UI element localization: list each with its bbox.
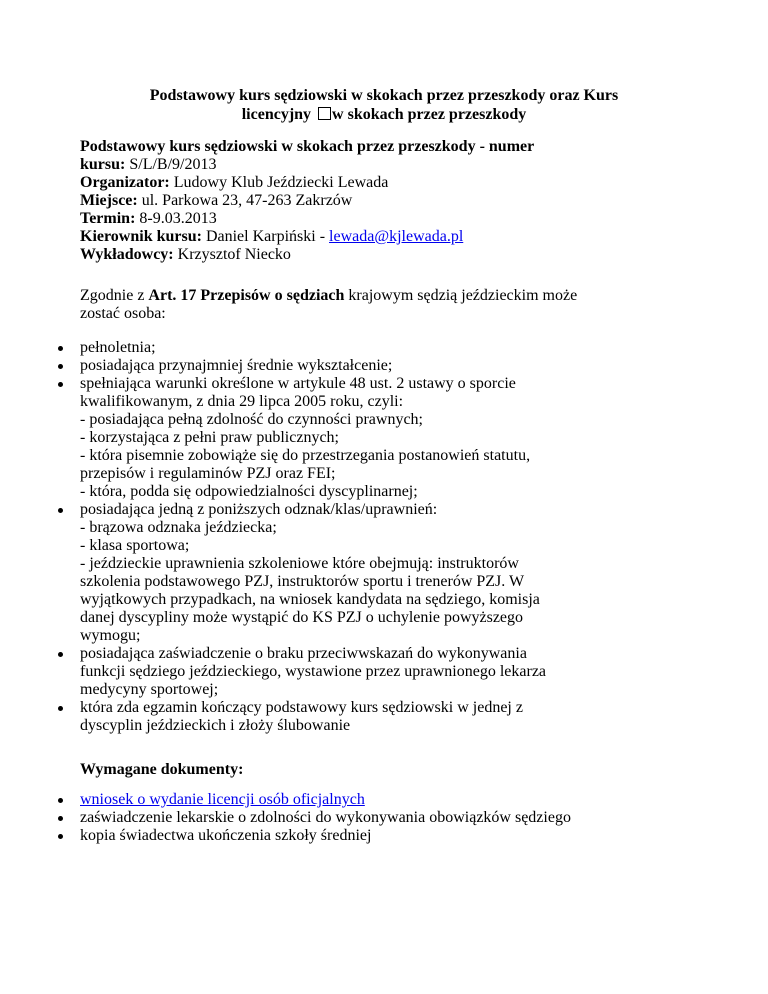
list-item-line: - która pisemnie zobowiąże się do przestrzegania postanowień statutu, [80, 447, 531, 464]
list-item-line: - jeździeckie uprawnienia szkoleniowe które obejmują: instruktorów [80, 555, 519, 572]
title-line-2 [80, 105, 688, 124]
title-line-2-start: licencyjny [241, 106, 312, 123]
list-item-line: która zda egzamin kończący podstawowy kurs sędziowski w jednej z [80, 699, 523, 716]
list-item [21, 645, 701, 699]
list-item-line: posiadająca zaświadczenie o braku przeciwwskazań do wykonywania [80, 645, 527, 662]
missing-glyph-icon [318, 107, 331, 120]
list-item-line: medycyny sportowej; [80, 681, 219, 698]
documents-list [21, 791, 721, 845]
list-item [21, 357, 701, 375]
list-item [21, 375, 701, 501]
article-reference: Art. 17 Przepisów o sędziach [148, 287, 345, 304]
list-item-line: posiadająca przynajmniej średnie wykształcenie; [80, 357, 393, 374]
list-item-line: - która, podda się odpowiedzialności dyscyplinarnej; [80, 483, 418, 500]
requirements-list [21, 339, 701, 735]
course-name: Podstawowy kurs sędziowski w skokach przez przeszkody - numer [80, 138, 535, 155]
document-title [80, 86, 688, 124]
title-line-2-end: w skokach przez przeszkody [332, 106, 527, 123]
course-manager: Kierownik kursu: Daniel Karpiński - lewada@kjlewada.pl [80, 228, 464, 245]
course-place: Miejsce: ul. Parkowa 23, 47-263 Zakrzów [80, 192, 353, 209]
list-item-line: kwalifikowanym, z dnia 29 lipca 2005 roku, czyli: [80, 393, 404, 410]
list-item [21, 791, 721, 809]
list-item-line: szkolenia podstawowego PZJ, instruktorów sportu i trenerów PZJ. W [80, 573, 525, 590]
list-item-line: - klasa sportowa; [80, 537, 190, 554]
list-item-line: dyscyplin jeździeckich i złoży ślubowanie [80, 717, 351, 734]
list-item: kopia świadectwa ukończenia szkoły średniej [21, 827, 721, 845]
list-item-line: wymogu; [80, 627, 141, 644]
list-item [21, 339, 701, 357]
list-item-line: - posiadająca pełną zdolność do czynności prawnych; [80, 411, 423, 428]
manager-email-link[interactable]: lewada@kjlewada.pl [329, 228, 464, 245]
list-item-line: spełniająca warunki określone w artykule 48 ust. 2 ustawy o sporcie [80, 375, 516, 392]
documents-heading: Wymagane dokumenty: [80, 761, 244, 778]
course-lecturers: Wykładowcy: Krzysztof Niecko [80, 246, 291, 263]
course-number: kursu: S/L/B/9/2013 [80, 156, 217, 173]
list-item-line: wyjątkowych przypadkach, na wniosek kandydata na sędziego, komisja [80, 591, 540, 608]
list-item-line: pełnoletnia; [80, 339, 156, 356]
list-item-line: - korzystająca z pełni praw publicznych; [80, 429, 339, 446]
intro-paragraph: Zgodnie z Art. 17 Przepisów o sędziach krajowym sędzią jeździeckim może zostać osoba: [80, 287, 578, 322]
list-item [21, 699, 701, 735]
list-item [21, 501, 701, 645]
list-item: zaświadczenie lekarskie o zdolności do wykonywania obowiązków sędziego [21, 809, 721, 827]
course-info [80, 138, 700, 264]
title-line-1: Podstawowy kurs sędziowski w skokach przez przeszkody oraz Kurs [149, 87, 619, 104]
course-organizer: Organizator: Ludowy Klub Jeździecki Lewada [80, 174, 389, 191]
list-item-line: - brązowa odznaka jeździecka; [80, 519, 277, 536]
list-item-line: posiadająca jedną z poniższych odznak/klas/uprawnień: [80, 501, 438, 518]
application-form-link[interactable]: wniosek o wydanie licencji osób oficjalnych [80, 791, 365, 808]
list-item-line: funkcji sędziego jeździeckiego, wystawione przez uprawnionego lekarza [80, 663, 547, 680]
course-date: Termin: 8-9.03.2013 [80, 210, 217, 227]
list-item-line: przepisów i regulaminów PZJ oraz FEI; [80, 465, 336, 482]
list-item-line: danej dyscypliny może wystąpić do KS PZJ o uchylenie powyższego [80, 609, 524, 626]
